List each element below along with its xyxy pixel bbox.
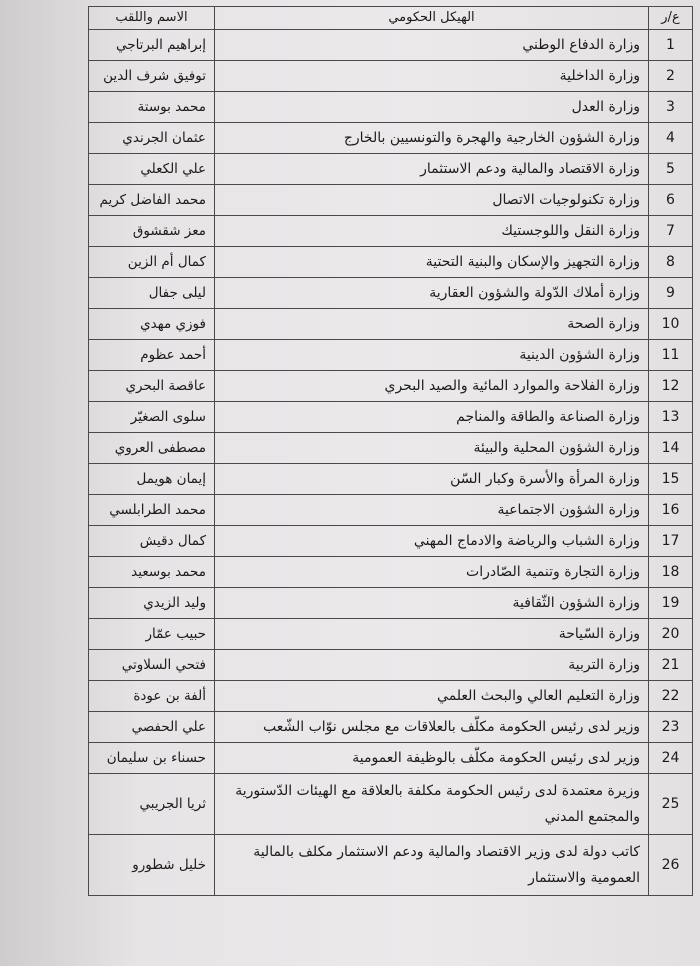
row-number: 18 — [649, 557, 693, 588]
minister-name-cell: محمد بوستة — [89, 92, 215, 123]
minister-name-cell: عثمان الجرندي — [89, 123, 215, 154]
row-number: 17 — [649, 526, 693, 557]
minister-name-cell: محمد بوسعيد — [89, 557, 215, 588]
ministry-cell: وزارة التعليم العالي والبحث العلمي — [215, 681, 649, 712]
header-ministry: الهيكل الحكومي — [215, 7, 649, 30]
row-number: 1 — [649, 30, 693, 61]
government-table — [88, 6, 693, 896]
ministry-cell: وزارة الصحة — [215, 309, 649, 340]
table-row — [89, 681, 693, 712]
table-row — [89, 154, 693, 185]
table-row — [89, 774, 693, 835]
minister-name-cell: ألفة بن عودة — [89, 681, 215, 712]
minister-name-cell: حبيب عمّار — [89, 619, 215, 650]
ministry-cell: وزارة تكنولوجيات الاتصال — [215, 185, 649, 216]
row-number: 21 — [649, 650, 693, 681]
table-row — [89, 402, 693, 433]
row-number: 8 — [649, 247, 693, 278]
table-row — [89, 92, 693, 123]
minister-name-cell: وليد الزيدي — [89, 588, 215, 619]
minister-name-cell: إيمان هويمل — [89, 464, 215, 495]
table-row — [89, 309, 693, 340]
ministry-cell: وزارة الاقتصاد والمالية ودعم الاستثمار — [215, 154, 649, 185]
ministry-cell: وزير لدى رئيس الحكومة مكلّف بالوظيفة العمومية — [215, 743, 649, 774]
row-number: 20 — [649, 619, 693, 650]
ministry-cell: وزارة الصناعة والطاقة والمناجم — [215, 402, 649, 433]
header-number: ع/ر — [649, 7, 693, 30]
minister-name-cell: ثريا الجريبي — [89, 774, 215, 835]
row-number: 2 — [649, 61, 693, 92]
minister-name-cell: ليلى جفال — [89, 278, 215, 309]
table-row — [89, 278, 693, 309]
ministry-cell: وزارة التجهيز والإسكان والبنية التحتية — [215, 247, 649, 278]
table-row — [89, 247, 693, 278]
ministry-cell: وزارة الشؤون الدينية — [215, 340, 649, 371]
table-row — [89, 30, 693, 61]
row-number: 24 — [649, 743, 693, 774]
table-row — [89, 216, 693, 247]
minister-name-cell: إبراهيم البرتاجي — [89, 30, 215, 61]
minister-name-cell: معز شقشوق — [89, 216, 215, 247]
row-number: 10 — [649, 309, 693, 340]
ministry-cell: وزيرة معتمدة لدى رئيس الحكومة مكلفة بالعلاقة مع الهيئات الدّستورية والمجتمع المدني — [215, 774, 649, 835]
ministry-cell: وزارة أملاك الدّولة والشؤون العقارية — [215, 278, 649, 309]
minister-name-cell: محمد الطرابلسي — [89, 495, 215, 526]
row-number: 22 — [649, 681, 693, 712]
ministry-cell: وزارة الشؤون الثّقافية — [215, 588, 649, 619]
table-row — [89, 712, 693, 743]
minister-name-cell: كمال دقيش — [89, 526, 215, 557]
table-row — [89, 495, 693, 526]
minister-name-cell: كمال أم الزين — [89, 247, 215, 278]
table-row — [89, 557, 693, 588]
minister-name-cell: أحمد عظوم — [89, 340, 215, 371]
minister-name-cell: محمد الفاضل كريم — [89, 185, 215, 216]
table-row — [89, 123, 693, 154]
row-number: 9 — [649, 278, 693, 309]
ministry-cell: وزارة الشؤون الخارجية والهجرة والتونسيين بالخارج — [215, 123, 649, 154]
minister-name-cell: علي الكعلي — [89, 154, 215, 185]
ministry-cell: وزارة الفلاحة والموارد المائية والصيد البحري — [215, 371, 649, 402]
minister-name-cell: مصطفى العروي — [89, 433, 215, 464]
ministry-cell: كاتب دولة لدى وزير الاقتصاد والمالية ودعم الاستثمار مكلف بالمالية العمومية والاستثمار — [215, 835, 649, 896]
table-row — [89, 61, 693, 92]
row-number: 7 — [649, 216, 693, 247]
table-row — [89, 371, 693, 402]
table-row — [89, 743, 693, 774]
row-number: 6 — [649, 185, 693, 216]
ministry-cell: وزارة التربية — [215, 650, 649, 681]
minister-name-cell: توفيق شرف الدين — [89, 61, 215, 92]
row-number: 14 — [649, 433, 693, 464]
table-row — [89, 185, 693, 216]
row-number: 16 — [649, 495, 693, 526]
table-row — [89, 619, 693, 650]
ministry-cell: وزارة النقل واللوجستيك — [215, 216, 649, 247]
ministry-cell: وزارة الدفاع الوطني — [215, 30, 649, 61]
row-number: 11 — [649, 340, 693, 371]
minister-name-cell: عاقصة البحري — [89, 371, 215, 402]
row-number: 15 — [649, 464, 693, 495]
row-number: 19 — [649, 588, 693, 619]
ministry-cell: وزارة الشؤون المحلية والبيئة — [215, 433, 649, 464]
row-number: 12 — [649, 371, 693, 402]
row-number: 26 — [649, 835, 693, 896]
header-name: الاسم واللقب — [89, 7, 215, 30]
table-row — [89, 340, 693, 371]
minister-name-cell: فتحي السلاوتي — [89, 650, 215, 681]
row-number: 25 — [649, 774, 693, 835]
ministry-cell: وزير لدى رئيس الحكومة مكلّف بالعلاقات مع مجلس نوّاب الشّعب — [215, 712, 649, 743]
table-row — [89, 650, 693, 681]
ministry-cell: وزارة الشؤون الاجتماعية — [215, 495, 649, 526]
row-number: 23 — [649, 712, 693, 743]
minister-name-cell: حسناء بن سليمان — [89, 743, 215, 774]
minister-name-cell: علي الحفصي — [89, 712, 215, 743]
table-row — [89, 464, 693, 495]
table-row — [89, 835, 693, 896]
table-row — [89, 433, 693, 464]
ministry-cell: وزارة الشباب والرياضة والادماج المهني — [215, 526, 649, 557]
table-row — [89, 588, 693, 619]
row-number: 4 — [649, 123, 693, 154]
row-number: 5 — [649, 154, 693, 185]
minister-name-cell: خليل شطورو — [89, 835, 215, 896]
table-row — [89, 526, 693, 557]
ministry-cell: وزارة السّياحة — [215, 619, 649, 650]
ministry-cell: وزارة الداخلية — [215, 61, 649, 92]
ministry-cell: وزارة التجارة وتنمية الصّادرات — [215, 557, 649, 588]
table-header-row — [89, 7, 693, 30]
ministry-cell: وزارة العدل — [215, 92, 649, 123]
row-number: 3 — [649, 92, 693, 123]
row-number: 13 — [649, 402, 693, 433]
minister-name-cell: سلوى الصغيّر — [89, 402, 215, 433]
minister-name-cell: فوزي مهدي — [89, 309, 215, 340]
ministry-cell: وزارة المرأة والأسرة وكبار السّن — [215, 464, 649, 495]
